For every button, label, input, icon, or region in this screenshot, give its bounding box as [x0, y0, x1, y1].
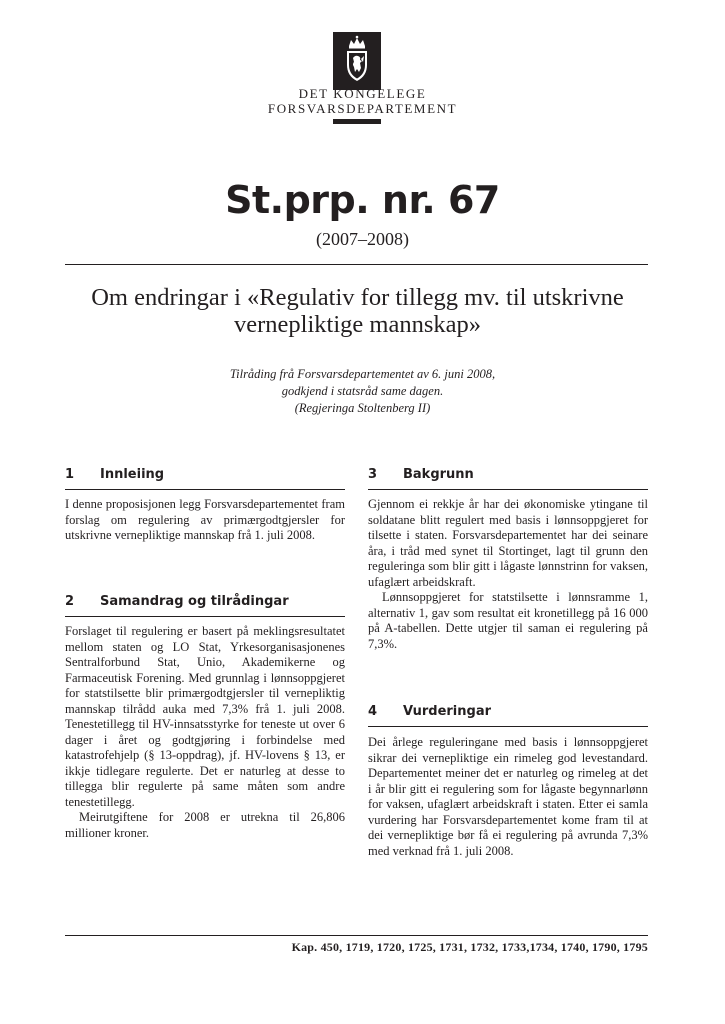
paragraph: I denne proposisjonen legg Forsvarsdepartementet fram forslag om regulering av primærgodtgjersler for utskrivne vernepliktige mannskap frå 1. juli 2008.	[65, 497, 345, 542]
section-rule	[368, 489, 648, 490]
royal-coat-of-arms-icon	[333, 32, 381, 90]
section-heading	[65, 594, 345, 611]
section-body	[368, 497, 648, 652]
chapter-references: Kap. 450, 1719, 1720, 1725, 1731, 1732, 1733,1734, 1740, 1790, 1795	[291, 940, 648, 954]
section-title: Bakgrunn	[403, 467, 474, 482]
section-title: Vurderingar	[403, 704, 491, 719]
document-session: (2007–2008)	[316, 229, 409, 249]
section-rule	[65, 616, 345, 617]
section-title: Innleiing	[100, 467, 165, 482]
section-number: 2	[65, 594, 75, 609]
section-number: 3	[368, 467, 378, 482]
section-heading	[65, 467, 345, 484]
section-body	[65, 497, 345, 544]
recommendation-block	[0, 366, 725, 417]
ministry-name-line2: FORSVARSDEPARTEMENT	[267, 101, 458, 116]
paragraph: Lønnsoppgjeret for statstilsette i lønnsramme 1, alternativ 1, gav som resultat eit kronetillegg på 16 000 på A-tabellen. Dette utgjer til saman ei regulering på 7,3%.	[368, 590, 648, 651]
paragraph: Forslaget til regulering er basert på meklingsresultatet mellom staten og LO Stat, Yrkesorganisasjonenes Sentralforbund Stat, Unio, Akademikerne og Farmaceutisk Forening. Med grunnlag i lønnsoppgjeret for statstilsette blir primærgodtgjersler til vernepliktig mannskap tilrådd auka med 7,3% frå 1. juli 2008. Tenestetillegg til HV-innsatsstyrke for teneste ut over 6 dager i året og godtgjøring i forbindelse med katastrofehjelp (§ 13-oppdrag), jf. HV-lovens § 13, er ikkje tidlegare regulerte. Det er naturleg at desse to tillegga blir regulerte på same måten som andre tenestetillegg.	[65, 624, 345, 809]
paragraph: Meirutgiftene for 2008 er utrekna til 26,806 millioner kroner.	[65, 810, 345, 840]
header-divider-bar	[333, 119, 381, 124]
paragraph: Gjennom ei rekkje år har dei økonomiske ytingane til soldatane blitt regulert med basis i lønnsoppgjeret for tilsette i staten. Forsvarsdepartementet har dei seinare åra, i tråd med synet til Stortinget, lagt til grunn den reguleringa som blir gitt i lågaste lønnstrinn for vaksen, ufaglært arbeidskraft.	[368, 497, 648, 589]
recommendation-line: Tilråding frå Forsvarsdepartementet av 6. juni 2008,	[229, 367, 496, 381]
recommendation-line: (Regjeringa Stoltenberg II)	[294, 401, 431, 415]
paragraph: Dei årlege reguleringane med basis i lønnsoppgjeret sikrar dei vernepliktige ein rimeleg god levestandard. Departementet meiner det er naturleg og rimeleg at det i år blir gitt ei regulering som for lågaste begynnarlønn for vaksen, ufaglært arbeidskraft i staten. Etter ei samla vurdering har Forsvarsdepartementet kome fram til at dei vernepliktige bør få ei regulering på avrunda 7,3% med verknad frå 1. juli 2008.	[368, 735, 648, 858]
section-body	[368, 735, 648, 859]
section-number: 4	[368, 704, 378, 719]
section-rule	[65, 489, 345, 490]
section-title: Samandrag og tilrådingar	[100, 594, 289, 609]
section-number: 1	[65, 467, 75, 482]
title-divider	[65, 264, 648, 265]
document-number: St.prp. nr. 67	[225, 178, 500, 222]
section-heading	[368, 467, 648, 484]
footer-divider	[65, 935, 648, 936]
recommendation-line: godkjend i statsråd same dagen.	[281, 384, 444, 398]
section-heading	[368, 704, 648, 721]
ministry-name-line1: DET KONGELEGE	[298, 86, 427, 101]
section-rule	[368, 726, 648, 727]
section-body	[65, 624, 345, 841]
document-title: Om endringar i «Regulativ for tillegg mv. til utskrivne vernepliktige mannskap»	[91, 284, 624, 338]
